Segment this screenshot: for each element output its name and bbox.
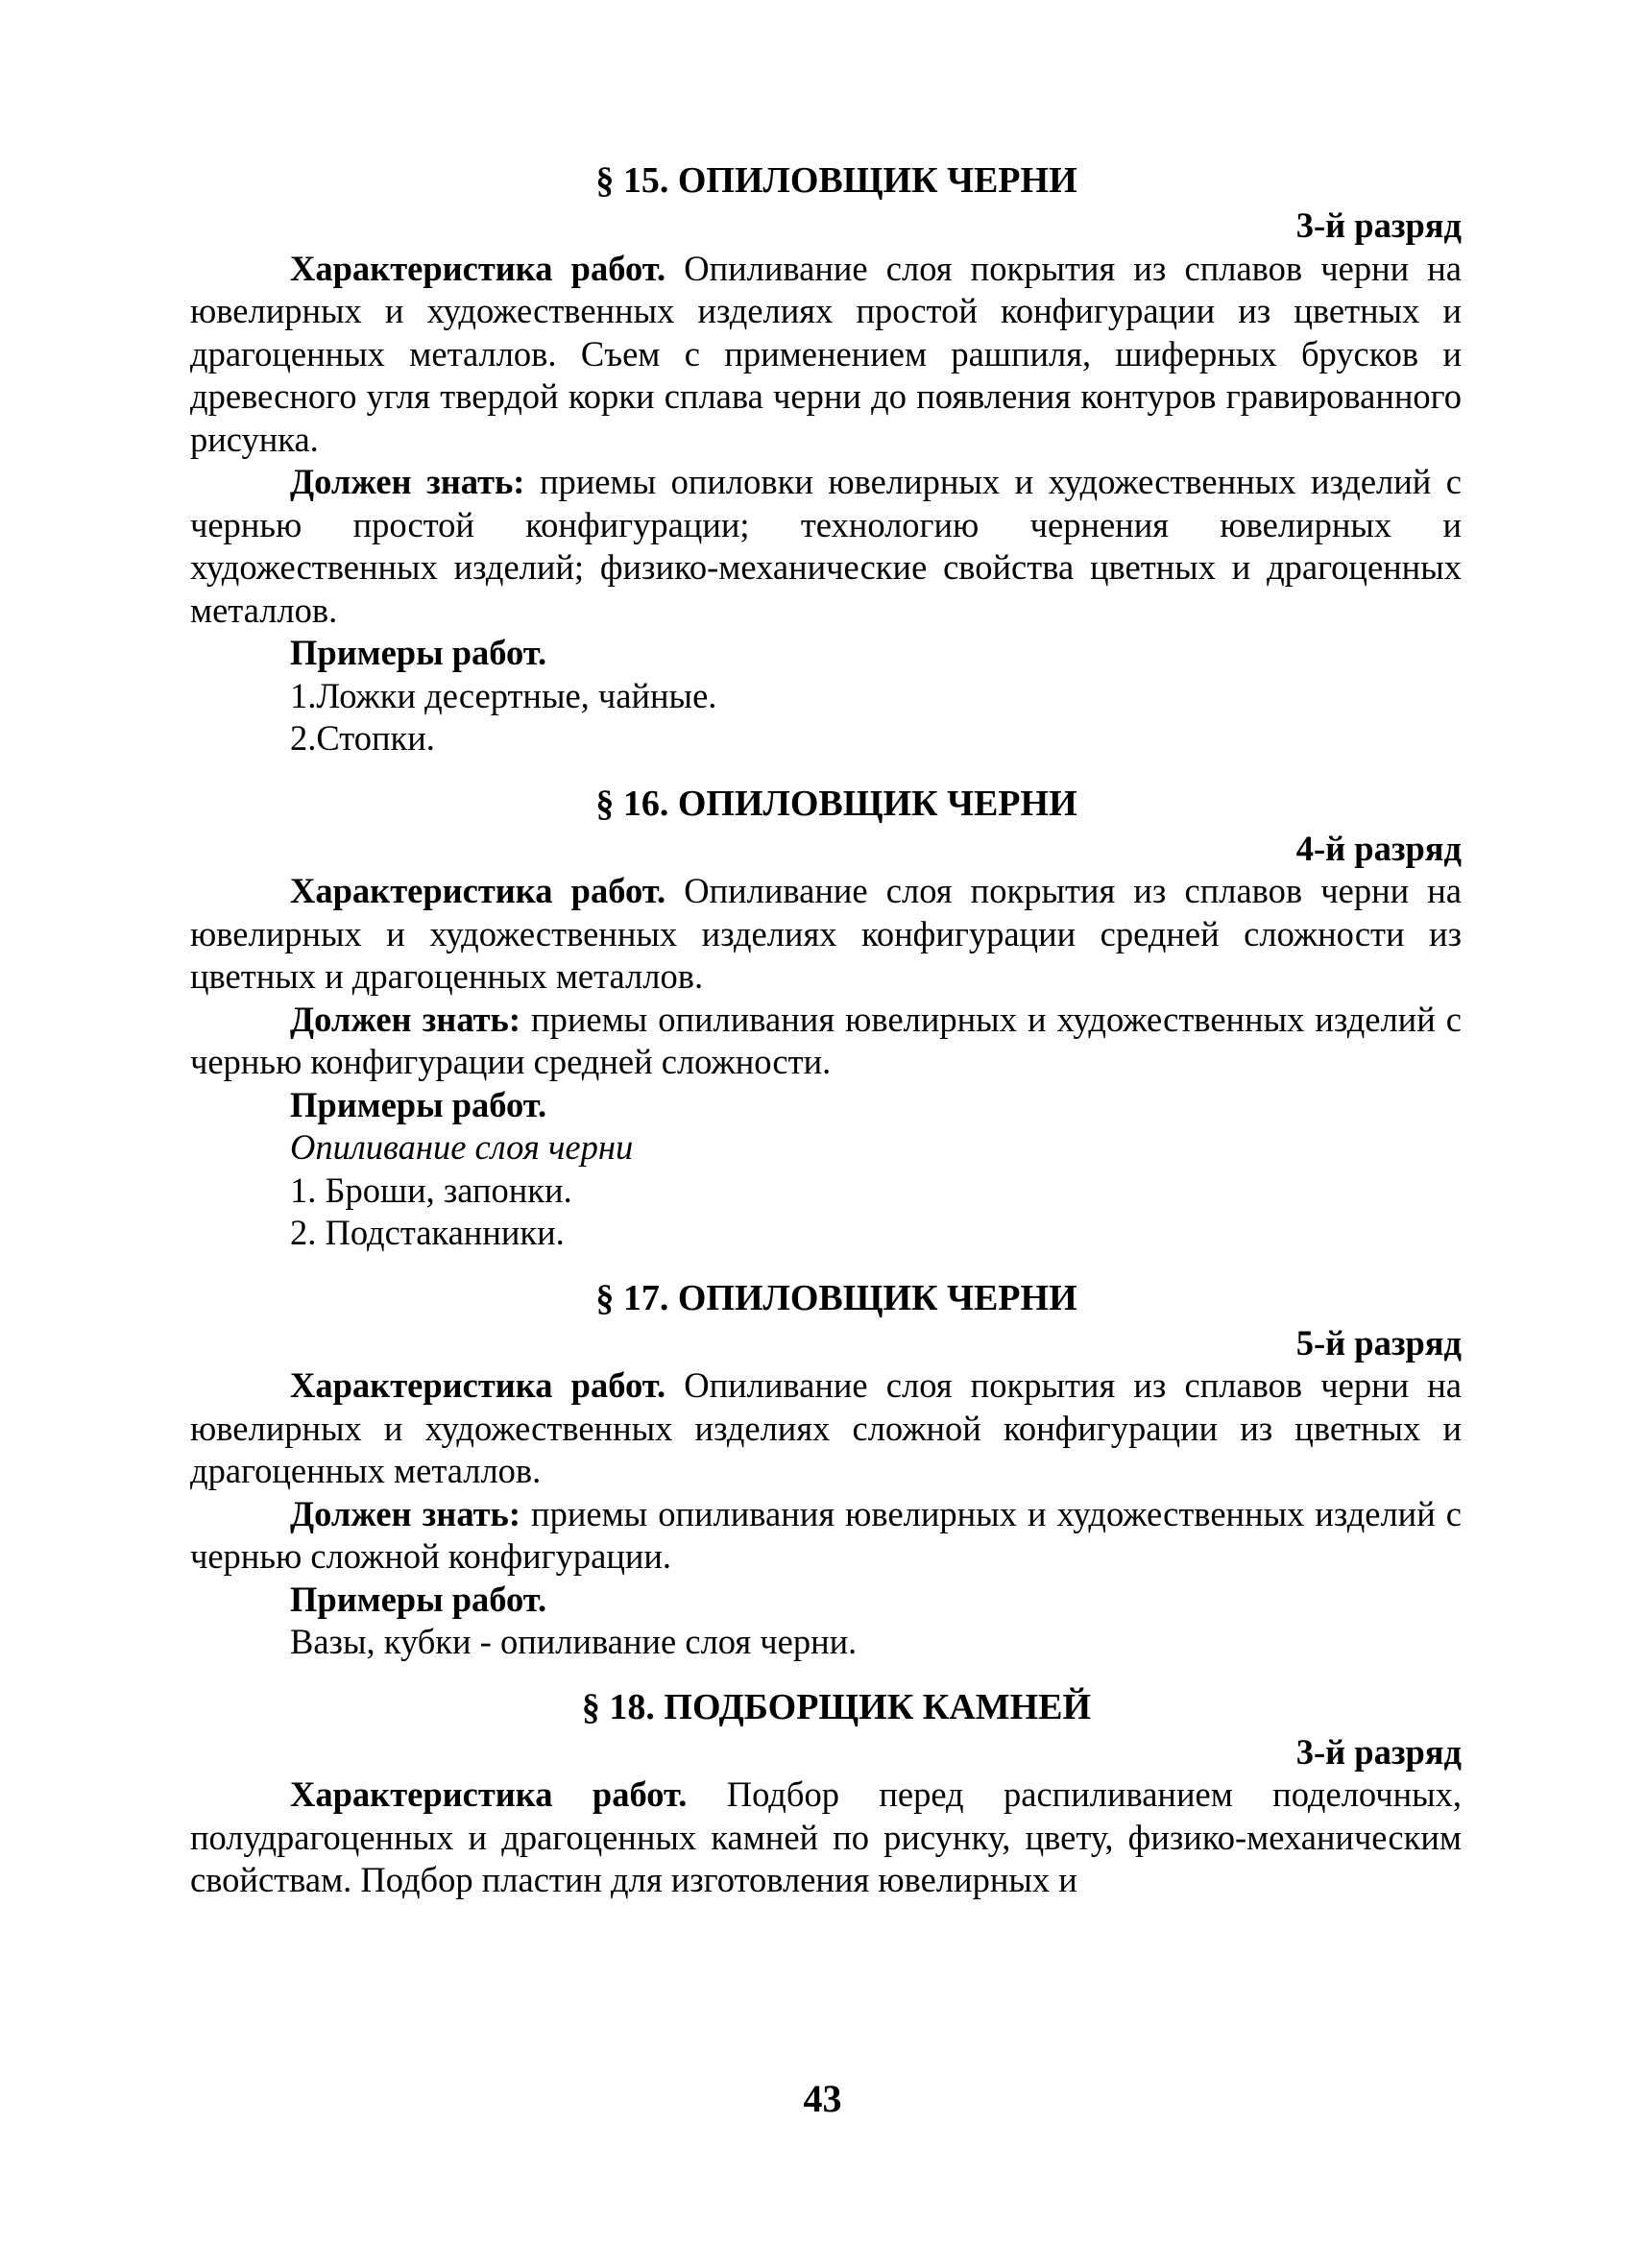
characteristics-label: Характеристика работ. — [290, 1774, 688, 1814]
characteristics-paragraph — [190, 1773, 1462, 1902]
section-heading: § 15. ОПИЛОВЩИК ЧЕРНИ — [595, 160, 1077, 201]
section-heading: § 18. ПОДБОРЩИК КАМНЕЙ — [581, 1686, 1092, 1727]
knowledge-text: приемы опиловки ювелирных и художественных изделий с чернью простой конфигурации; технологию чернения ювелирных и художественных изделий; физико-механические свойства цветных и драгоценных металлов. — [190, 462, 1462, 630]
section-gap — [190, 1664, 1462, 1685]
section-15 — [190, 158, 1462, 760]
knowledge-paragraph — [190, 1493, 1462, 1579]
grade-label: 5-й разряд — [1295, 1322, 1462, 1363]
characteristics-text: Опиливание слоя покрытия из сплавов черни на ювелирных и художественных изделиях сложной конфигурации из цветных и драгоценных металлов. — [190, 1365, 1463, 1490]
page-number: 43 — [803, 2077, 842, 2120]
document-page — [190, 158, 1462, 1902]
section-17 — [190, 1276, 1462, 1664]
grade-label: 3-й разряд — [1295, 1731, 1462, 1772]
knowledge-label: Должен знать: — [290, 1493, 521, 1533]
examples-label: Примеры работ. — [290, 1579, 547, 1619]
example-item: Вазы, кубки - опиливание слоя черни. — [290, 1622, 858, 1661]
characteristics-text: Опиливание слоя покрытия из сплавов черни на ювелирных и художественных изделиях конфигурации средней сложности из цветных и драгоценных металлов. — [190, 871, 1463, 996]
knowledge-paragraph — [190, 461, 1462, 632]
examples-label: Примеры работ. — [290, 633, 547, 672]
section-16 — [190, 782, 1462, 1255]
characteristics-text: Подбор перед распиливанием поделочных, полудрагоценных и драгоценных камней по рисунку, цвету, физико-механическим свойствам. Подбор пластин для изготовления ювелирных и — [190, 1774, 1462, 1899]
characteristics-paragraph — [190, 870, 1462, 999]
section-gap — [190, 760, 1462, 782]
characteristics-label: Характеристика работ. — [290, 248, 666, 288]
knowledge-paragraph — [190, 999, 1462, 1084]
section-gap — [190, 1255, 1462, 1276]
characteristics-paragraph — [190, 248, 1462, 462]
knowledge-label: Должен знать: — [290, 999, 521, 1039]
grade-label: 3-й разряд — [1295, 205, 1462, 245]
knowledge-label: Должен знать: — [290, 462, 525, 501]
characteristics-label: Характеристика работ. — [290, 871, 666, 910]
section-heading: § 16. ОПИЛОВЩИК ЧЕРНИ — [595, 783, 1077, 824]
grade-label: 4-й разряд — [1295, 828, 1462, 868]
characteristics-text: Опиливание слоя покрытия из сплавов черни на ювелирных и художественных изделиях простой конфигурации из цветных и драгоценных металлов. Съем с применением рашпиля, шиферных брусков и древесного угля твердой корки сплава черни до появления контуров гравированного рисунка. — [190, 248, 1463, 459]
knowledge-text: приемы опиливания ювелирных и художественных изделий с чернью сложной конфигурации. — [190, 1493, 1462, 1576]
characteristics-paragraph — [190, 1364, 1462, 1493]
section-heading: § 17. ОПИЛОВЩИК ЧЕРНИ — [595, 1277, 1077, 1318]
knowledge-text: приемы опиливания ювелирных и художественных изделий с чернью конфигурации средней сложности. — [190, 999, 1462, 1081]
section-18 — [190, 1685, 1462, 1902]
characteristics-label: Характеристика работ. — [290, 1365, 666, 1405]
examples-subtitle: Опиливание слоя черни — [290, 1127, 634, 1167]
example-item: 1. Броши, запонки. — [290, 1170, 572, 1210]
example-item: 1.Ложки десертные, чайные. — [290, 675, 717, 715]
example-item: 2. Подстаканники. — [290, 1213, 565, 1252]
examples-label: Примеры работ. — [290, 1084, 547, 1124]
example-item: 2.Стопки. — [290, 718, 435, 758]
